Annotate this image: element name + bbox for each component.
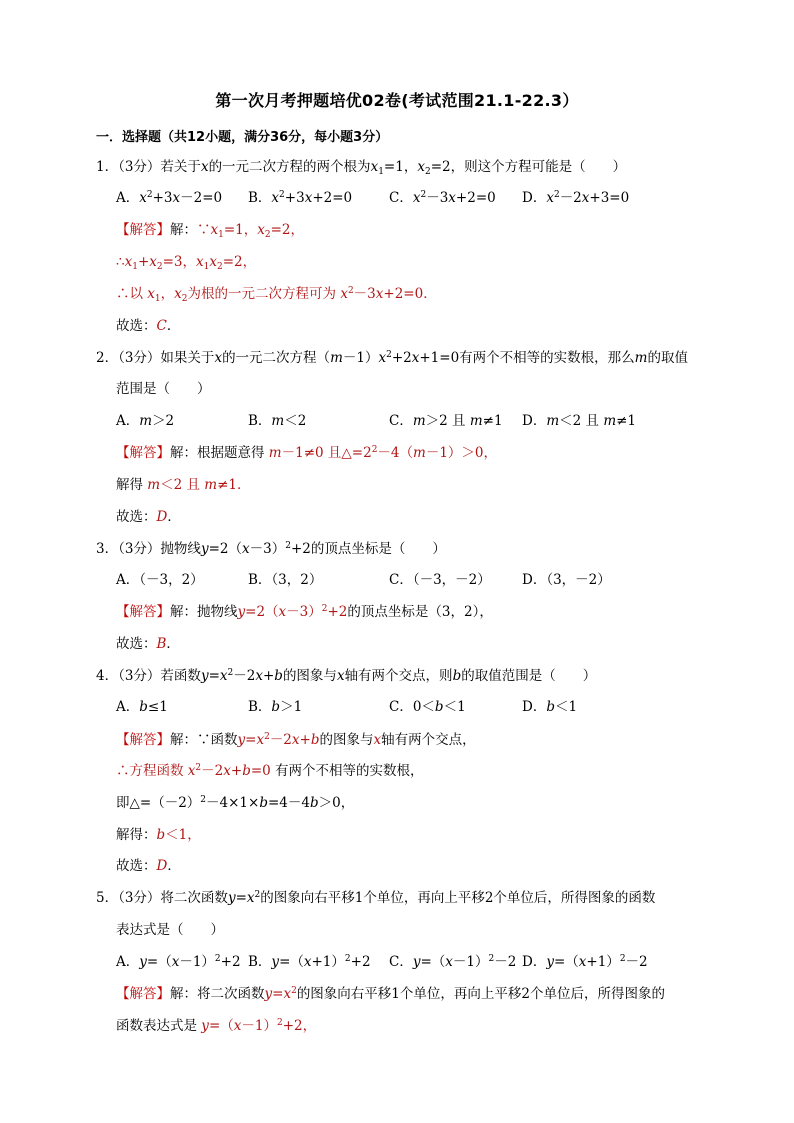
page-title: 第一次月考押题培优02卷(考试范围21.1-22.3）	[215, 91, 579, 110]
question-3-option-b: B．（3，2）	[248, 572, 323, 588]
question-5-option-a: A．$y=(x-1)^2+2$	[116, 954, 241, 970]
question-2-option-b: B．m＜2	[248, 413, 307, 429]
question-1-option-a: A．$x^2+3x-2=0$	[116, 190, 223, 206]
question-3-option-a: A．（－3，2）	[116, 572, 204, 588]
question-5-option-b: B．$y=(x+1)^2+2$	[248, 954, 371, 970]
question-5-solution-line-1: 【解答】解：将二次函数$y=x^2$的图象向右平移1个单位，再向上平移2个单位后，所得图象的	[116, 986, 665, 1002]
question-1-option-d: D．$x^2-2x+3=0$	[522, 190, 630, 206]
question-3-option-c: C．（－3，－2）	[389, 572, 491, 588]
question-4-solution-line-1: 【解答】解：∵函数$y=x^2-2x+b$的图象与x轴有两个交点，	[116, 732, 476, 748]
question-5-stem: 5．（3分）将二次函数$y=x^2$的图象向右平移1个单位，再向上平移2个单位后，所得图象的函数	[96, 890, 656, 906]
question-1-answer: 故选：C．	[116, 318, 181, 334]
question-5-stem-line-2: 表达式是（ ）	[116, 922, 224, 938]
question-1-solution-line-1: 【解答】解：$\because x_1=1$，$x_2=2$，	[116, 222, 305, 240]
question-4-solution-line-4: 解得：b＜1，	[116, 827, 201, 843]
question-3-answer: 故选：B．	[116, 636, 180, 652]
question-4-option-c: C．0＜b＜1	[389, 699, 466, 715]
question-3-option-d: D．（3，－2）	[522, 572, 611, 588]
question-4-option-b: B．b＞1	[248, 699, 303, 715]
question-5-option-d: D．$y=(x+1)^2-2$	[522, 954, 648, 970]
question-2-stem: 2．（3分）如果关于x的一元二次方程$(m-1)x^2+2x+1=0$有两个不相等的实数根，那么m的取值	[96, 350, 688, 366]
question-1-option-b: B．$x^2+3x+2=0$	[248, 190, 353, 206]
question-4-answer: 故选：D．	[116, 858, 181, 874]
question-2-option-a: A．m＞2	[116, 413, 175, 429]
question-2-option-d: D．m＜2 且 m≠1	[522, 413, 637, 429]
question-4-option-d: D．b＜1	[522, 699, 578, 715]
question-2-answer: 故选：D．	[116, 509, 181, 525]
question-2-stem-line-2: 范围是（ ）	[116, 381, 211, 397]
question-3-stem: 3．（3分）抛物线$y=2(x-3)^2+2$的顶点坐标是（ ）	[96, 541, 446, 557]
question-2-option-c: C．m＞2 且 m≠1	[389, 413, 503, 429]
question-4-stem: 4．（3分）若函数$y=x^2-2x+b$的图象与x轴有两个交点，则b的取值范围是（ ）	[96, 668, 597, 684]
question-1-option-c: C．$x^2-3x+2=0$	[389, 190, 496, 206]
question-2-solution-line-2: 解得 m＜2 且 m≠1．	[116, 477, 251, 493]
question-5-option-c: C．$y=(x-1)^2-2$	[389, 954, 517, 970]
question-4-option-a: A．b≤1	[116, 699, 168, 715]
question-1-solution-line-2: $\therefore x_1+x_2=3$，$x_1x_2=2$，	[116, 254, 257, 272]
question-5-solution-line-2: 函数表达式是 $y=(x-1)^2+2$，	[116, 1018, 317, 1034]
section-heading: 一．选择题（共12小题，满分36分，每小题3分）	[96, 130, 389, 145]
question-2-solution-line-1: 【解答】解：根据题意得 m－1≠0 且$\triangle=2^2-4(m-1)>0$，	[116, 445, 498, 461]
question-1-stem: 1．（3分）若关于x的一元二次方程的两个根为$x_1=1$，$x_2=2$，则这个方程可能是（ ）	[96, 159, 627, 177]
question-1-solution-line-3: ∴以 $x_1$，$x_2$为根的一元二次方程可为 $x^2-3x+2=0$．	[116, 286, 437, 304]
question-4-solution-line-3: 即$\triangle=(-2)^2-4\times 1\times b=4-4b>0$，	[116, 795, 355, 811]
question-4-solution-line-2: ∴方程函数 $x^2-2x+b=0$ 有两个不相等的实数根，	[116, 763, 424, 779]
question-3-solution-line-1: 【解答】解：抛物线$y=2(x-3)^2+2$的顶点坐标是（3，2），	[116, 604, 493, 620]
